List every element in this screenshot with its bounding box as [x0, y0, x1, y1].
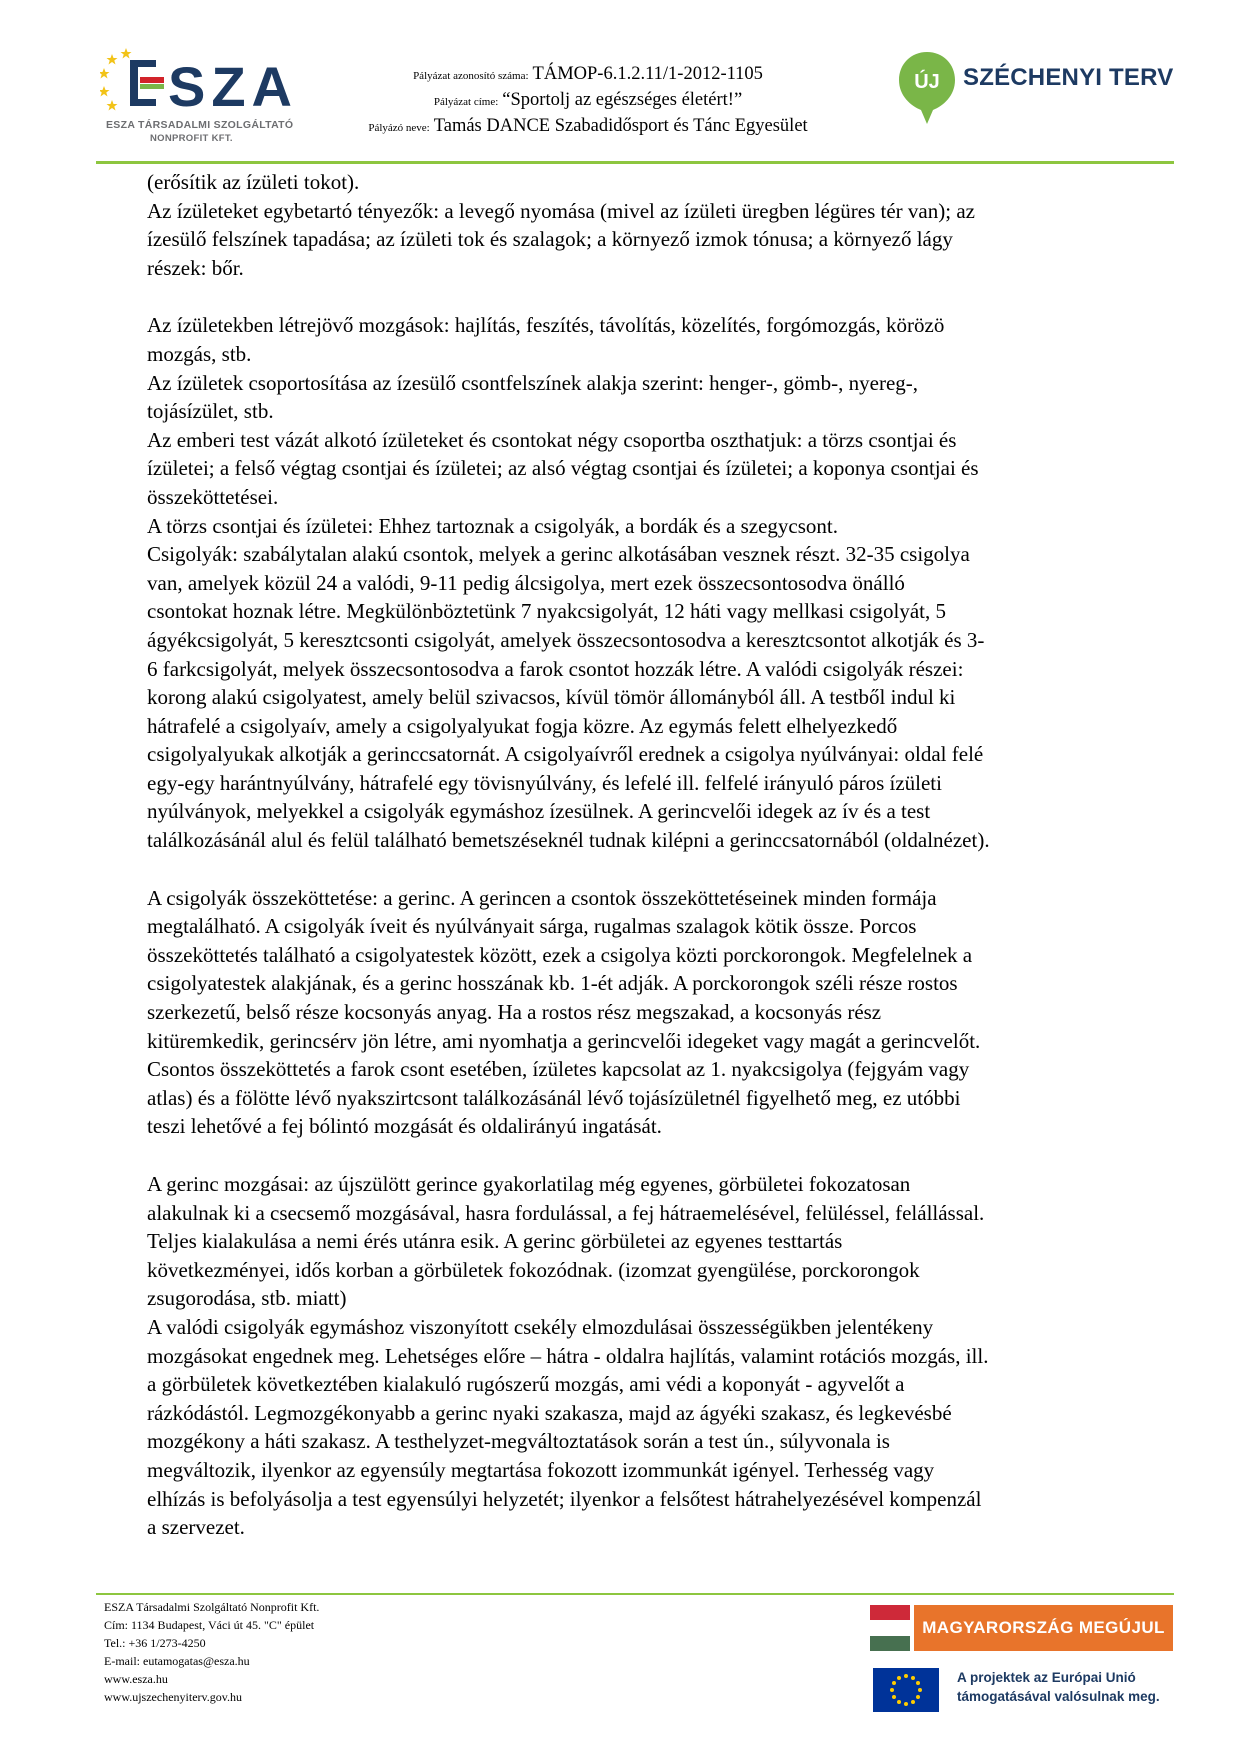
body-text-line: csigolyalyukak alkotják a gerinccsatornát. A csigolyaívről erednek a csigolya nyúlványai: oldal felé — [147, 742, 984, 767]
applicant-value: Tamás DANCE Szabadidősport és Tánc Egyesület — [433, 116, 808, 136]
footer-web-esza: www.esza.hu — [104, 1672, 168, 1686]
body-text-line: atlas) és a fölötte lévő nyakszirtcsont találkozásánál lévő tojásízületnél figyelhető meg, ez utóbbi — [147, 1085, 961, 1110]
body-text-line: elhízás is befolyásolja a test egyensúlyi helyzetét; ilyenkor a felsőtest hátrahelyezésével kompenzál — [147, 1486, 982, 1511]
eu-stars-icon — [100, 48, 132, 111]
body-text-line: Csontos összeköttetés a farok csont esetében, ízületes kapcsolat az 1. nyakcsigolya (fejgyám vagy — [147, 1057, 970, 1082]
body-text-line: van, amelyek közül 24 a valódi, 9-11 pedig álcsigolya, mert ezek összecsontosodva önálló — [147, 570, 905, 595]
header-divider — [96, 161, 1174, 164]
body-text-line: ízületei; a felső végtag csontjai és ízületei; az alsó végtag csontjai és ízületei; a koponya csontjai és — [147, 456, 979, 481]
application-title-row — [318, 88, 858, 114]
body-text-line: Csigolyák: szabálytalan alakú csontok, melyek a gerinc alkotásában vesznek részt. 32-35 csigolya — [147, 542, 970, 567]
paragraph-gap — [147, 282, 1147, 311]
body-text-line: zsugorodása, stb. miatt) — [147, 1286, 347, 1311]
application-info — [318, 62, 858, 140]
body-text-line: egy-egy harántnyúlvány, hátrafelé egy tövisnyúlvány, és lefelé ill. felfelé irányuló páros ízületi — [147, 770, 942, 795]
body-text-line: kitüremkedik, gerincsérv jön létre, ami nyomhatja a gerincvelői idegeket vagy magát a gerincvelőt. — [147, 1028, 981, 1053]
footer-web-szechenyi: www.ujszechenyiterv.gov.hu — [104, 1690, 242, 1704]
body-text-line: korong alakú csigolyatest, amely belül szivacsos, kívül tömör állományból áll. A testből indul ki — [147, 685, 956, 710]
body-text-line: nyúlványok, melyekkel a csigolyák egymáshoz ízesülnek. A gerincvelői idegek az ív és a test — [147, 799, 931, 824]
body-text-line: összeköttetés található a csigolyatestek között, ezek a csigolya közti porckorongok. Megfelelnek a — [147, 942, 973, 967]
document-body — [147, 168, 1147, 1542]
eu-support-line2: támogatásával valósulnak meg. — [957, 1689, 1160, 1704]
body-text-line: találkozásánál alul és felül található bemetszéseknél tudnak kilépni a gerinccsatornából (oldalnézet). — [147, 828, 990, 853]
paragraph-gap — [147, 855, 1147, 884]
szechenyi-badge-text: ÚJ — [914, 71, 940, 93]
szechenyi-terv-text: SZÉCHENYI TERV — [963, 64, 1174, 91]
applicant-label: Pályázó neve: — [368, 122, 430, 134]
footer-org: ESZA Társadalmi Szolgáltató Nonprofit Kft. — [104, 1600, 320, 1614]
body-text-line: Az emberi test vázát alkotó ízületeket és csontokat négy csoportba oszthatjuk: a törzs csontjai és — [147, 427, 957, 452]
esza-caption-line1: ESZA TÁRSADALMI SZOLGÁLTATÓ — [106, 119, 294, 131]
body-text-line: szerkezetű, belső része kocsonyás anyag. Ha a rostos rész megszakad, a kocsonyás rész — [147, 1000, 882, 1025]
eu-flag-icon — [873, 1668, 939, 1712]
body-text-line: a szervezet. — [147, 1515, 245, 1540]
banner-text: MAGYARORSZÁG MEGÚJUL — [914, 1605, 1173, 1651]
application-id-label: Pályázat azonosító száma: — [413, 70, 529, 82]
body-text-line: csigolyatestek alakjának, és a gerinc hosszának kb. 1-ét adják. A porckorongok széli része rostos — [147, 971, 958, 996]
esza-logo-graphic — [100, 48, 300, 118]
body-text-line: alakulnak ki a csecsemő mozgásával, hasra fordulással, a fej hátraemelésével, felüléssel, felállással. — [147, 1200, 985, 1225]
applicant-row — [318, 114, 858, 140]
eu-support-text — [957, 1668, 1160, 1706]
body-text-line: következményei, idős korban a görbületek fokozódnak. (izomzat gyengülése, porckorongok — [147, 1257, 920, 1282]
body-text-line: ágyékcsigolyát, 5 keresztcsonti csigolyát, amelyek összecsontosodva a keresztcsontot alkotják és 3- — [147, 627, 985, 652]
body-text-line: A gerinc mozgásai: az újszülött gerince gyakorlatilag még egyenes, görbületei fokozatosan — [147, 1172, 911, 1196]
footer-phone: Tel.: +36 1/273-4250 — [104, 1636, 206, 1650]
body-text-line: részek: bőr. — [147, 255, 244, 280]
body-text-line: megtalálható. A csigolyák íveit és nyúlványait sárga, rugalmas szalagok kötik össze. Porcos — [147, 914, 917, 939]
application-id-row — [318, 62, 858, 88]
body-text-line: 6 farkcsigolyát, melyek összecsontosodva a farok csontot hozzák létre. A valódi csigolyák részei: — [147, 656, 964, 681]
body-text-line: csontokat hoznak létre. Megkülönböztetünk 7 nyakcsigolyát, 12 háti vagy mellkasi csigolyát, 5 — [147, 599, 946, 624]
body-text-line: A törzs csontjai és ízületei: Ehhez tartoznak a csigolyák, a bordák és a szegycsont. — [147, 513, 839, 538]
body-text-line: tojásízület, stb. — [147, 399, 274, 424]
application-title-value: “Sportolj az egészséges életért!” — [502, 90, 743, 110]
body-text-line: (erősítik az ízületi tokot). — [147, 170, 360, 194]
body-text-line: A valódi csigolyák egymáshoz viszonyított csekély elmozdulásai összességükben jelentékeny — [147, 1314, 934, 1339]
footer-divider — [96, 1593, 1174, 1595]
body-text-line: mozgás, stb. — [147, 341, 252, 366]
application-id-value: TÁMOP-6.1.2.11/1-2012-1105 — [532, 64, 763, 84]
magyarorszag-megujul-banner — [870, 1605, 1173, 1651]
paragraph-gap — [147, 1141, 1147, 1170]
application-title-label: Pályázat címe: — [433, 96, 499, 108]
esza-caption-line2: NONPROFIT KFT. — [150, 133, 233, 144]
body-text-line: mozgékony a háti szakasz. A testhelyzet-megváltoztatások során a test ún., súlyvonala is — [147, 1429, 890, 1454]
body-text-line: megváltozik, ilyenkor az egyensúly megtartása fokozott izommunkát igényel. Terhesség vagy — [147, 1457, 935, 1482]
footer-contact — [104, 1598, 319, 1706]
hungarian-flag-icon — [870, 1605, 910, 1651]
body-text-line: Az ízületekben létrejövő mozgások: hajlítás, feszítés, távolítás, közelítés, forgómozgás, körözö — [147, 313, 945, 338]
body-text-line: a görbületek következtében kialakuló rugószerű mozgás, ami védi a koponyát - agyvelőt a — [147, 1372, 905, 1397]
body-text-line: ízesülő felszínek tapadása; az ízületi tok és szalagok; a környező izmok tónusa; a környező lágy — [147, 227, 953, 252]
body-text-line: Az ízületek csoportosítása az ízesülő csontfelszínek alakja szerint: henger-, gömb-, nyereg-, — [147, 370, 919, 395]
body-text-line: rázkódástól. Legmozgékonyabb a gerinc nyaki szakasza, majd az ágyéki szakasz, és legkevésbé — [147, 1400, 952, 1425]
body-text-line: teszi lehetővé a fej bólintó mozgását és oldalirányú ingatását. — [147, 1114, 662, 1139]
eu-support-line1: A projektek az Európai Unió — [957, 1670, 1136, 1685]
body-text-line: Az ízületeket egybetartó tényezők: a levegő nyomása (mivel az ízületi üregben légüres tér van); az — [147, 198, 975, 223]
szechenyi-logo-icon — [897, 50, 957, 126]
body-text-line: mozgásokat engednek meg. Lehetséges előre – hátra - oldalra hajlítás, valamint rotációs mozgás, ill. — [147, 1343, 989, 1368]
body-text-line: hátrafelé a csigolyaív, amely a csigolyalyukat fogja közre. Az egymás felett elhelyezkedő — [147, 713, 898, 738]
body-text-line: A csigolyák összeköttetése: a gerinc. A gerincen a csontok összeköttetéseinek minden formája — [147, 885, 937, 910]
body-text-line: Teljes kialakulása a nemi érés utánra esik. A gerinc görbületei az egyenes testtartás — [147, 1229, 843, 1254]
page-header — [0, 0, 1241, 170]
svg-text:SZA: SZA — [168, 55, 298, 118]
footer-address: Cím: 1134 Budapest, Váci út 45. "C" épület — [104, 1618, 315, 1632]
body-text-line: összeköttetései. — [147, 484, 279, 509]
footer-email: E-mail: eutamogatas@esza.hu — [104, 1654, 250, 1668]
